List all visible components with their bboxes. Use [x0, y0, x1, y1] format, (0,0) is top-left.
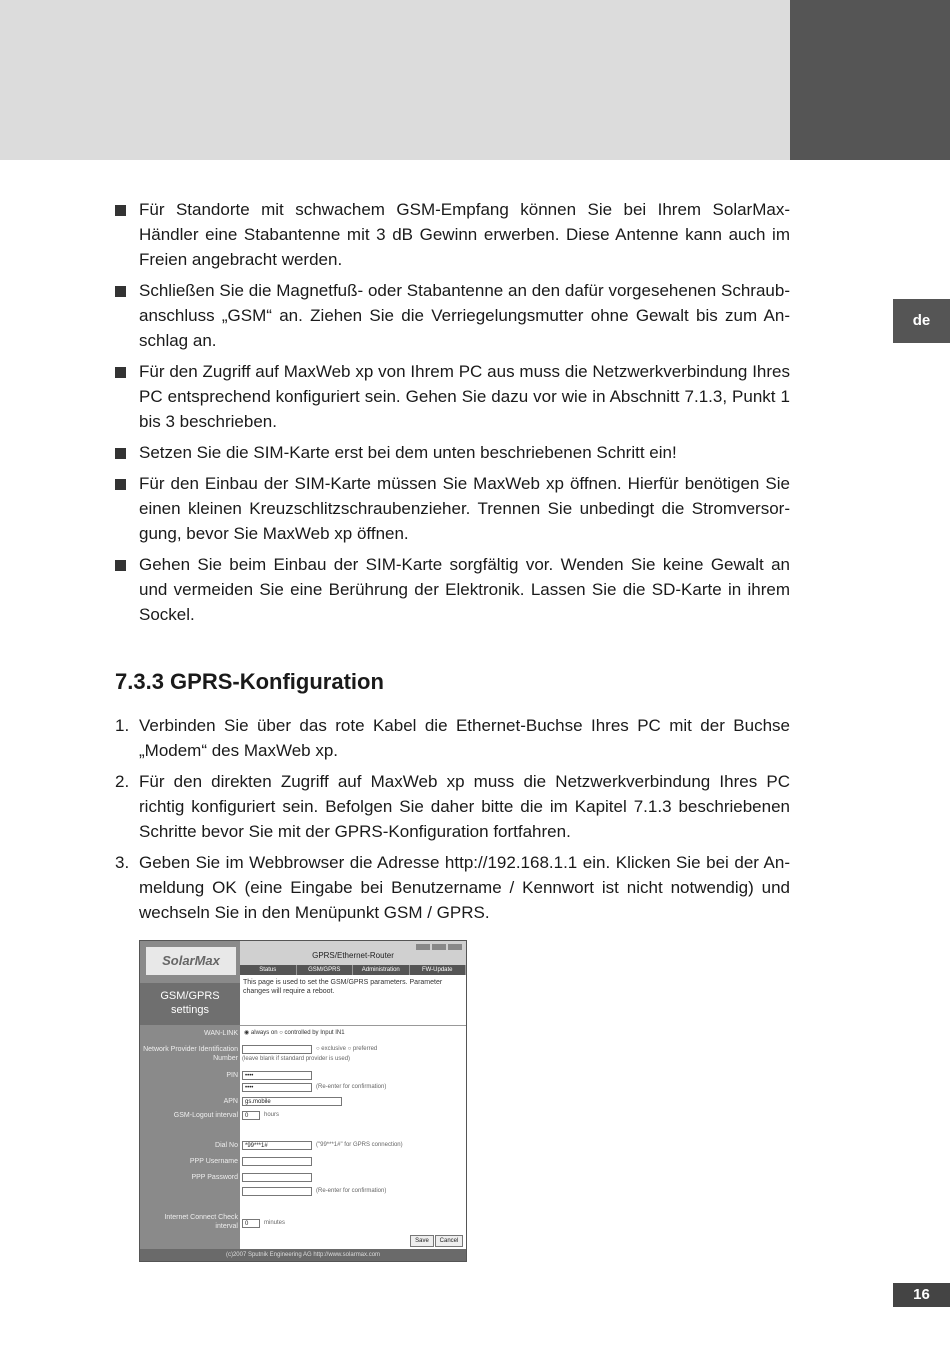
page-number: 16: [893, 1283, 950, 1307]
logout-input[interactable]: 0: [242, 1111, 260, 1120]
window-buttons: [416, 944, 462, 950]
pin-label: PIN: [226, 1072, 238, 1079]
window-button-icon: [416, 944, 430, 950]
save-button[interactable]: Save: [410, 1235, 434, 1247]
bullet-item: Setzen Sie die SIM-Karte erst bei dem unten beschriebenen Schritt ein!: [115, 440, 790, 465]
window-button-icon: [432, 944, 446, 950]
square-bullet-icon: [115, 286, 126, 297]
screenshot-window-title: GPRS/Ethernet-Router: [312, 951, 394, 960]
step-number: 2.: [115, 772, 130, 791]
check-interval-label: Internet Connect Check interval: [164, 1214, 238, 1230]
step-text: Verbinden Sie über das rote Kabel die Ethernet-Buchse Ihres PC mit der Buchse „Modem“ des MaxWeb xp.: [139, 716, 790, 760]
square-bullet-icon: [115, 367, 126, 378]
apn-label: APN: [223, 1098, 238, 1105]
ppp-username-label: PPP Username: [189, 1158, 238, 1165]
bullet-item: Für Standorte mit schwachem GSM-Empfang können Sie bei Ihrem SolarMax- Händler eine Stabantenne mit 3 dB Gewinn erwerben. Diese Antenne kann auch im Freien angebracht werden.: [115, 197, 790, 272]
step-text: Für den direkten Zugriff auf MaxWeb xp muss die Netzwerkverbindung Ihres PC richtig konfiguriert sein. Befolgen Sie daher bitte die im Kapitel 7.1.3 beschriebenen Schritte bevor Sie mit der GPRS-Konfiguration fortfahren.: [139, 772, 790, 841]
step-number: 3.: [115, 853, 130, 872]
pin-confirm-input[interactable]: ••••: [242, 1083, 312, 1092]
screenshot-panel-title: GSM/GPRS settings: [140, 983, 240, 1025]
pin-note: (Re-enter for confirmation): [316, 1084, 387, 1090]
step-item: [115, 850, 790, 925]
form-row-dial: [140, 1141, 466, 1153]
nav-tab-status[interactable]: Status: [240, 965, 297, 975]
square-bullet-icon: [115, 205, 126, 216]
page-content: [115, 197, 790, 931]
logout-label: GSM-Logout interval: [173, 1112, 238, 1119]
nav-tab-gsm-gprs[interactable]: GSM/GPRS: [297, 965, 354, 975]
bullet-item: Gehen Sie beim Einbau der SIM-Karte sorgfältig vor. Wenden Sie keine Gewalt an und vermeiden Sie eine Berührung der Elektronik. Lassen Sie die SD-Karte in ihrem Sockel.: [115, 552, 790, 627]
form-row-pin-confirm: [140, 1083, 466, 1095]
screenshot-footer: (c)2007 Sputnik Engineering AG http://www.solarmax.com: [140, 1249, 466, 1261]
square-bullet-icon: [115, 560, 126, 571]
header-corner-block: [790, 0, 950, 160]
cancel-button[interactable]: Cancel: [435, 1235, 463, 1247]
form-row-wanlink: [140, 1029, 466, 1041]
screenshot-nav: [240, 965, 466, 975]
pin-input[interactable]: ••••: [242, 1071, 312, 1080]
bullet-item: Für den Einbau der SIM-Karte müssen Sie MaxWeb xp öffnen. Hierfür benötigen Sie einen kleinen Kreuzschlitzschraubenzieher. Trennen Sie unbedingt die Stromversorgung, bevor Sie MaxWeb xp öffnen.: [115, 471, 790, 546]
check-interval-input[interactable]: 0: [242, 1219, 260, 1228]
solarmax-logo: SolarMax: [146, 947, 236, 975]
form-row-ppp-confirm: [140, 1187, 466, 1199]
ppp-password-confirm-input[interactable]: [242, 1187, 312, 1196]
ppp-username-input[interactable]: [242, 1157, 312, 1166]
screenshot-info-text: This page is used to set the GSM/GPRS parameters. Parameter changes will require a reboot.: [243, 979, 443, 995]
gsm-gprs-settings-screenshot: [139, 940, 467, 1262]
form-row-logout: [140, 1111, 466, 1123]
form-row-provider: [140, 1045, 466, 1067]
dial-label: Dial No: [215, 1142, 238, 1149]
step-list: [115, 713, 790, 925]
apn-input[interactable]: gs.mobile: [242, 1097, 342, 1106]
ppp-password-input[interactable]: [242, 1173, 312, 1182]
wanlink-label: WAN-LINK: [204, 1030, 238, 1037]
bullet-item: Für den Zugriff auf MaxWeb xp von Ihrem PC aus muss die Netzwerkverbindung Ihres PC entsprechend konfiguriert sein. Gehen Sie dazu vor wie in Abschnitt 7.1.3, Punkt 1 bis 3 beschrieben.: [115, 359, 790, 434]
step-item: [115, 713, 790, 763]
wanlink-radio-group[interactable]: ◉ always on ○ controlled by Input IN1: [244, 1030, 345, 1036]
form-row-ppp-user: [140, 1157, 466, 1169]
nav-tab-administration[interactable]: Administration: [353, 965, 410, 975]
step-text: Geben Sie im Webbrowser die Adresse http://192.168.1.1 ein. Klicken Sie bei der Anmeldung OK (eine Eingabe bei Benutzername / Kennwort ist nicht notwendig) und wechseln Sie in den Menüpunkt GSM / GPRS.: [139, 853, 790, 922]
step-number: 1.: [115, 716, 130, 735]
square-bullet-icon: [115, 448, 126, 459]
dial-input[interactable]: *99***1#: [242, 1141, 312, 1150]
form-row-apn: [140, 1097, 466, 1109]
divider: [240, 1025, 466, 1026]
square-bullet-icon: [115, 479, 126, 490]
check-interval-unit: minutes: [264, 1220, 286, 1226]
ppp-note: (Re-enter for confirmation): [316, 1188, 387, 1194]
bullet-item: Schließen Sie die Magnetfuß- oder Stabantenne an den dafür vorgesehenen Schraubanschluss „GSM“ an. Ziehen Sie die Verriegelungsmutter ohne Gewalt bis zum Anschlag an.: [115, 278, 790, 353]
window-button-icon: [448, 944, 462, 950]
provider-input[interactable]: [242, 1045, 312, 1054]
form-row-pin: [140, 1071, 466, 1083]
header-band: [0, 0, 790, 160]
form-row-check: [140, 1213, 466, 1235]
provider-radio-group[interactable]: ○ exclusive ○ preferred: [316, 1046, 378, 1052]
section-heading: 7.3.3 GPRS-Konfiguration: [115, 669, 384, 694]
provider-note: (leave blank if standard provider is used): [242, 1056, 351, 1062]
language-tab: de: [893, 299, 950, 343]
logout-unit: hours: [264, 1112, 280, 1118]
bullet-list: [115, 197, 790, 627]
dial-note: ("99***1#" for GPRS connection): [316, 1142, 403, 1148]
step-item: [115, 769, 790, 844]
ppp-password-label: PPP Password: [191, 1174, 238, 1181]
provider-label: Network Provider Identification Number: [143, 1046, 238, 1062]
nav-tab-fw-update[interactable]: FW-Update: [410, 965, 467, 975]
form-row-ppp-pass: [140, 1173, 466, 1185]
